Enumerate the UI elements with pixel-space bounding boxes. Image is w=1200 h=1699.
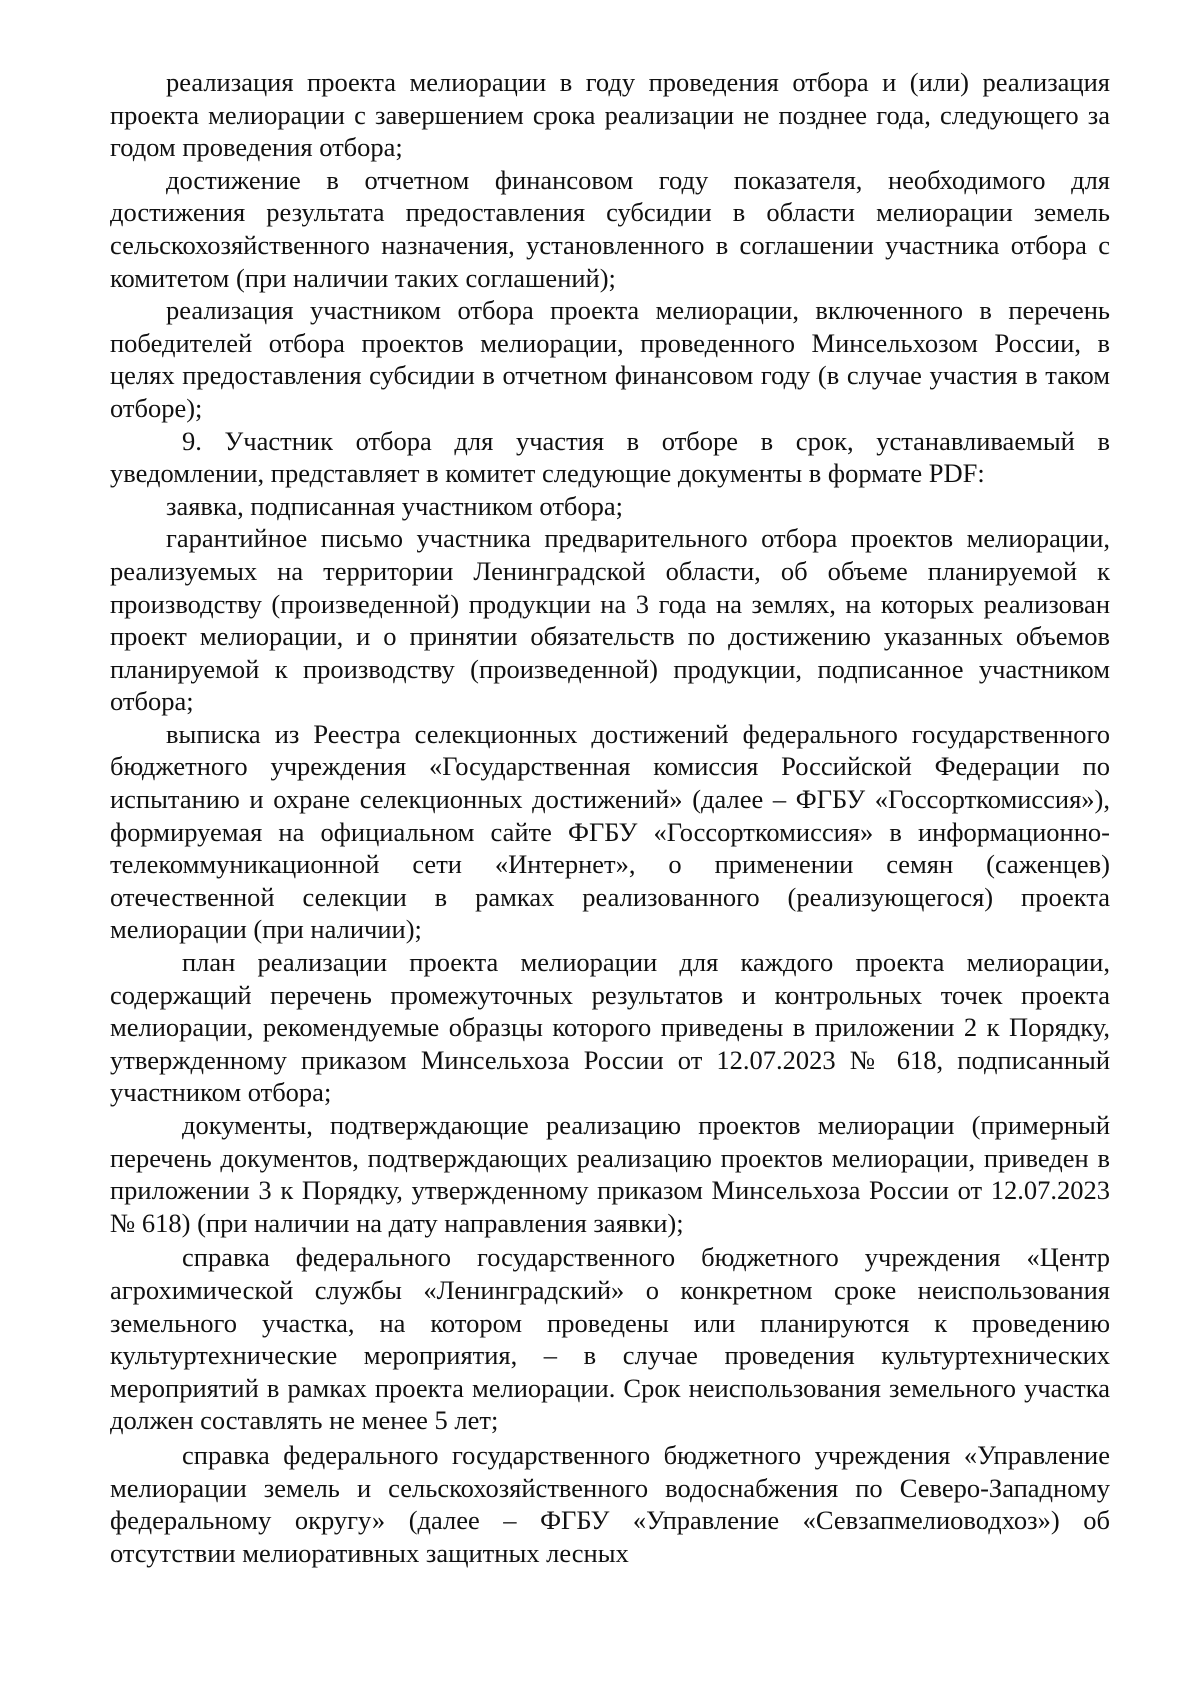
paragraph-guarantee-letter: гарантийное письмо участника предварительного отбора проектов мелиорации, реализуемых на территории Ленинградской области, об объеме планируемой к производству (произведенной) продукции на 3 года на землях, на которых реализован проект мелиорации, и о принятии обязательств по достижению указанных объемов планируемой к производству (произведенной) продукции, подписанное участником отбора;: [110, 523, 1110, 717]
paragraph-project-realization: реализация проекта мелиорации в году проведения отбора и (или) реализация проекта мелиорации с завершением срока реализации не позднее года, следующего за годом проведения отбора;: [110, 67, 1110, 163]
paragraph-project-plan: план реализации проекта мелиорации для каждого проекта мелиорации, содержащий перечень промежуточных результатов и контрольных точек проекта мелиорации, рекомендуемые образцы которого приведены в приложении 2 к Порядку, утвержденному приказом Минсельхоза России от 12.07.2023 № 618, подписанный участником отбора;: [110, 947, 1110, 1108]
paragraph-application: заявка, подписанная участником отбора;: [166, 490, 624, 521]
document-body: [110, 66, 1110, 1569]
paragraph-melioration-certificate: справка федерального государственного бюджетного учреждения «Управление мелиорации земель и сельскохозяйственного водоснабжения по Северо-Западному федеральному округу» (далее – ФГБУ «Управление «Севзапмелиоводхоз») об отсутствии мелиоративных защитных лесных: [110, 1439, 1110, 1568]
paragraph-item-9: 9. Участник отбора для участия в отборе в срок, устанавливаемый в уведомлении, представляет в комитет следующие документы в формате PDF:: [110, 425, 1110, 489]
paragraph-confirming-documents: документы, подтверждающие реализацию проектов мелиорации (примерный перечень документов, подтверждающих реализацию проектов мелиорации, приведен в приложении 3 к Порядку, утвержденному приказом Минсельхоза России от 12.07.2023 № 618) (при наличии на дату направления заявки);: [110, 1110, 1110, 1238]
paragraph-agrochemical-certificate: справка федерального государственного бюджетного учреждения «Центр агрохимической службы «Ленинградский» о конкретном сроке неиспользования земельного участка, на котором проведены или планируются к проведению культуртехнические мероприятия, – в случае проведения культуртехнических мероприятий в рамках проекта мелиорации. Срок неиспользования земельного участка должен составлять не менее 5 лет;: [110, 1242, 1110, 1436]
paragraph-winners-list: реализация участником отбора проекта мелиорации, включенного в перечень победителей отбора проектов мелиорации, проведенного Минсельхозом России, в целях предоставления субсидии в отчетном финансовом году (в случае участия в таком отборе);: [110, 295, 1110, 423]
paragraph-indicator-achievement: достижение в отчетном финансовом году показателя, необходимого для достижения результата предоставления субсидии в области мелиорации земель сельскохозяйственного назначения, установленного в соглашении участника отбора с комитетом (при наличии таких соглашений);: [110, 164, 1110, 293]
paragraph-registry-extract: выписка из Реестра селекционных достижений федерального государственного бюджетного учреждения «Государственная комиссия Российской Федерации по испытанию и охране селекционных достижений» (далее – ФГБУ «Госсорткомиссия»), формируемая на официальном сайте ФГБУ «Госсорткомиссия» в информационно-телекоммуникационной сети «Интернет», о применении семян (саженцев) отечественной селекции в рамках реализованного (реализующегося) проекта мелиорации (при наличии);: [110, 718, 1110, 945]
